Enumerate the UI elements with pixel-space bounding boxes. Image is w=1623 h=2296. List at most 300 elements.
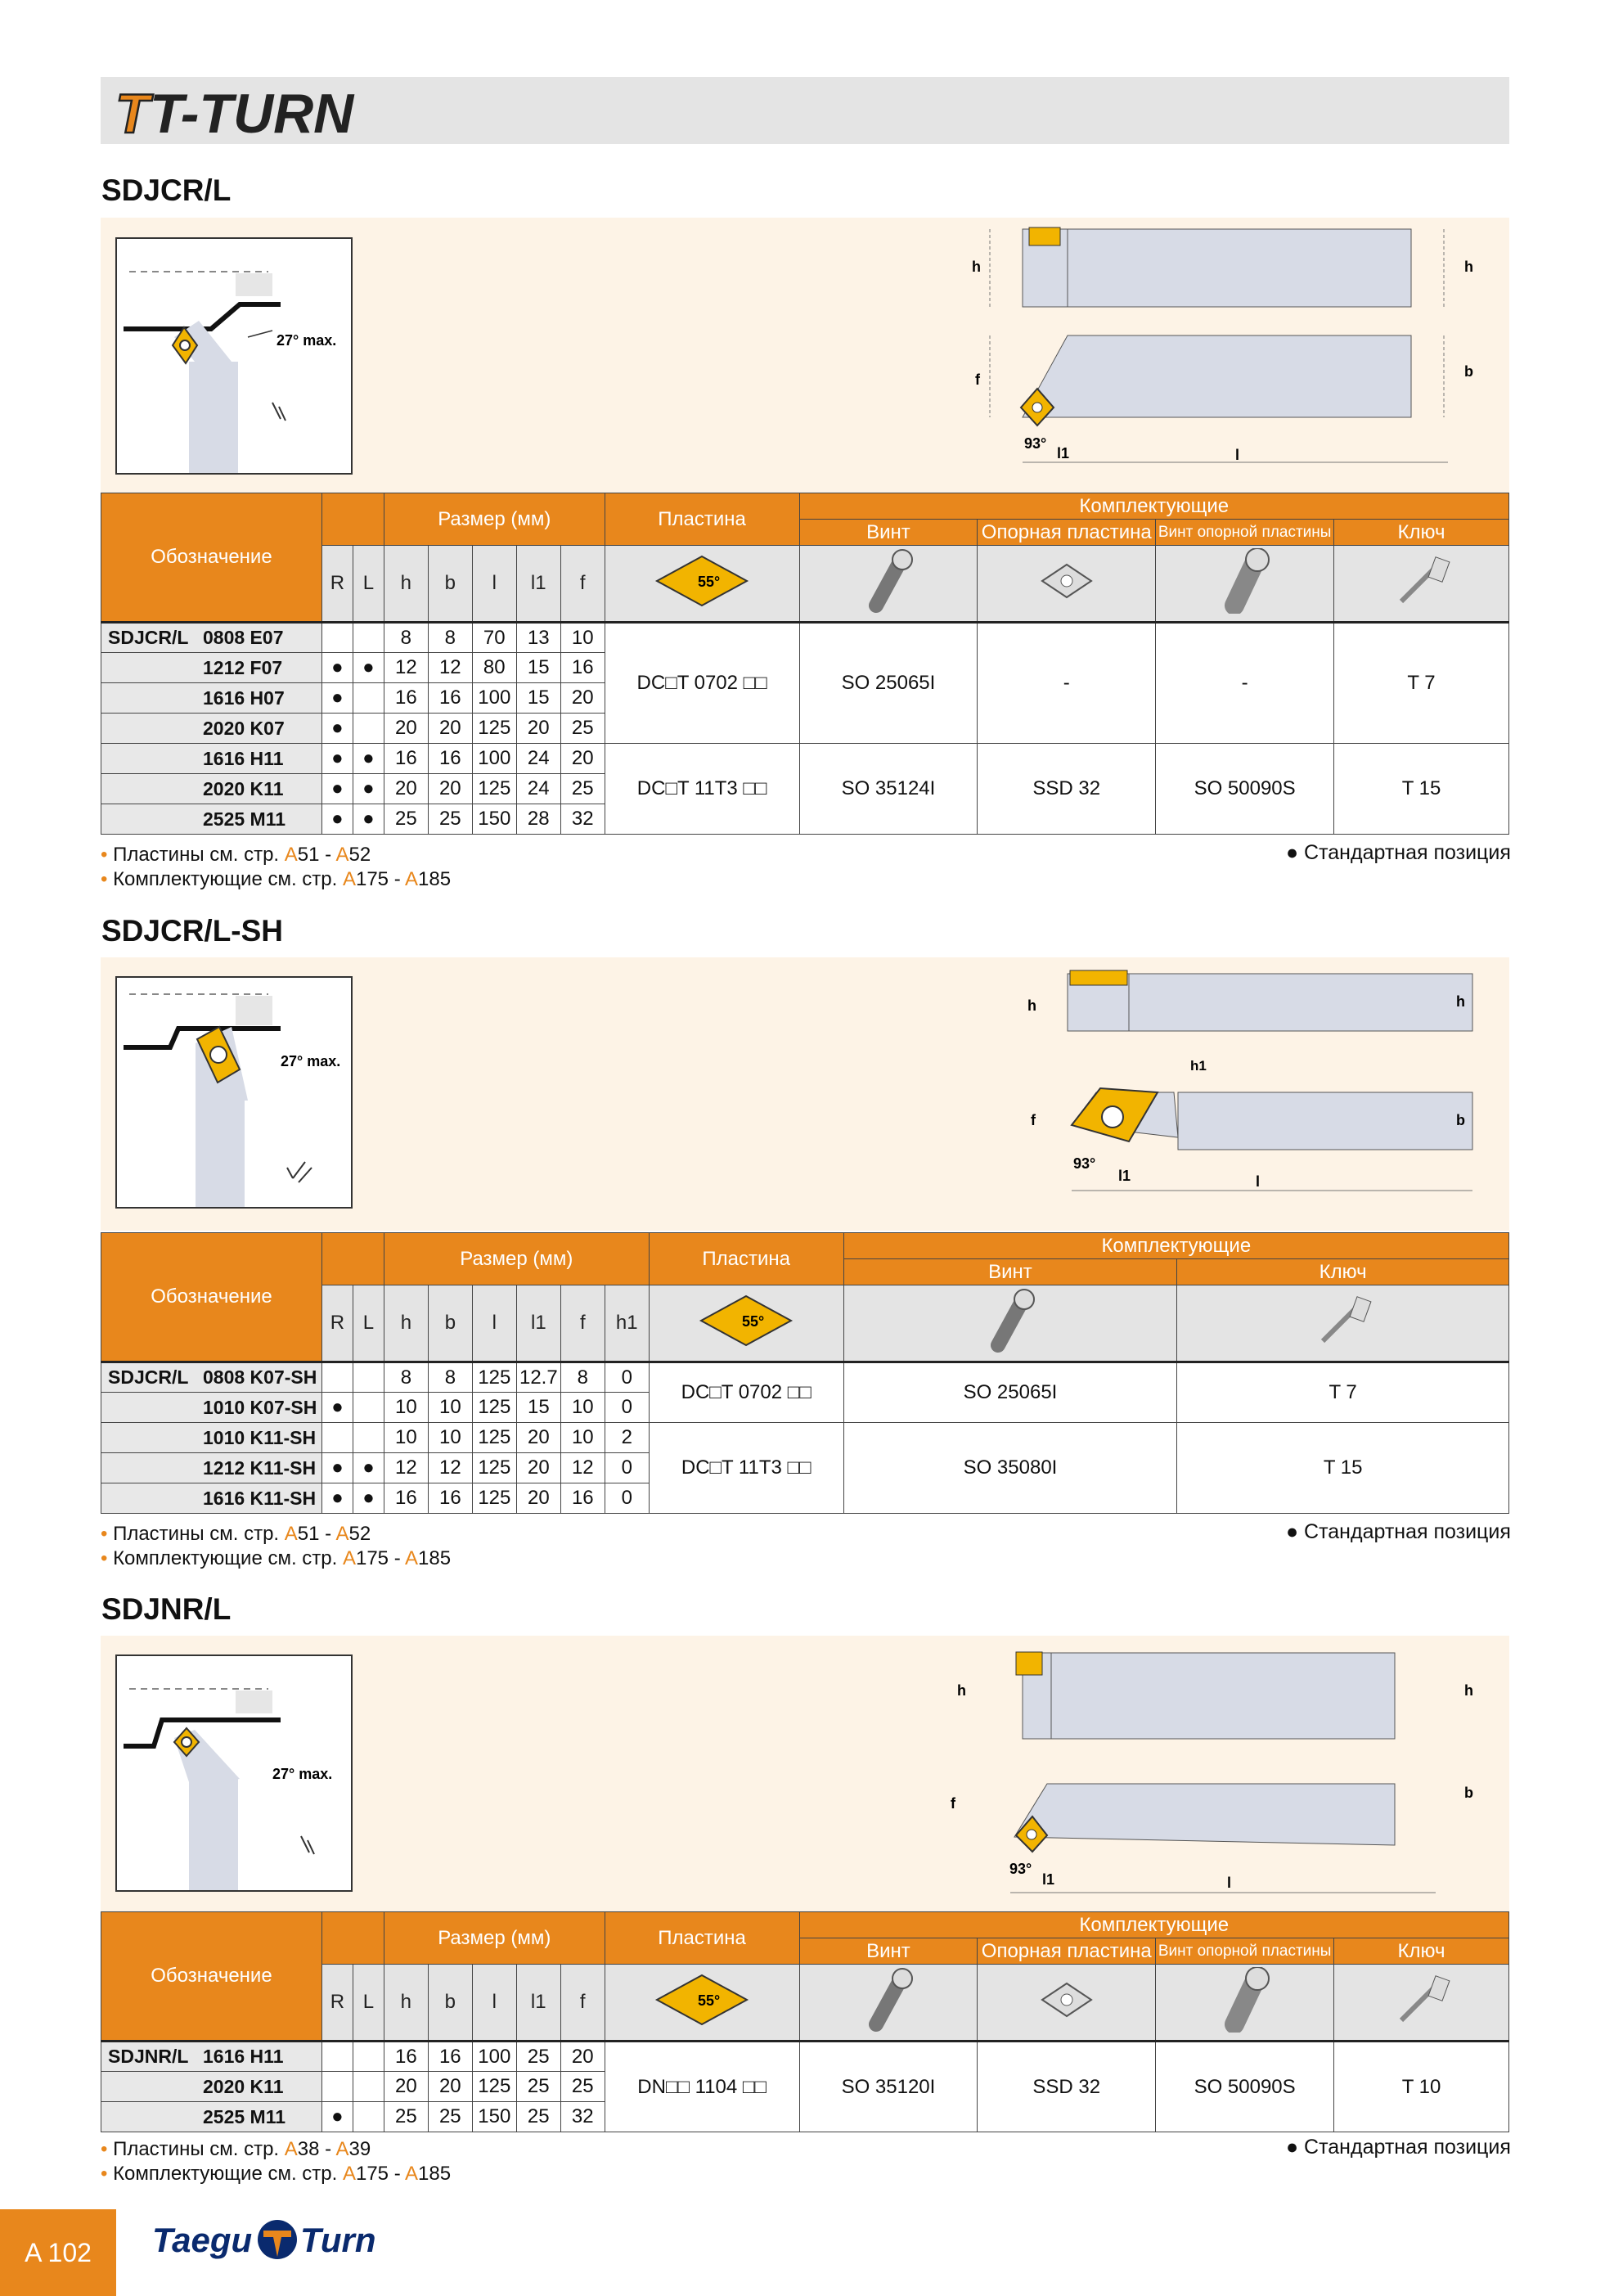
col-components: Комплектующие	[799, 1912, 1508, 1938]
cell-len: 125	[472, 714, 516, 744]
cell-b: 25	[428, 2102, 472, 2132]
cell-insert: DC□T 11T3 □□	[605, 744, 799, 835]
cell-r: ●	[321, 1483, 353, 1514]
page-range-end: 52	[348, 1523, 371, 1545]
cell-l	[353, 683, 384, 714]
col-size: Размер (мм)	[384, 1233, 649, 1285]
col-screw: Винт	[799, 520, 978, 546]
cell-b: 25	[428, 804, 472, 835]
dim-angle: 93°	[1024, 435, 1047, 452]
cell-f: 16	[560, 1483, 605, 1514]
cell-insert: DC□T 11T3 □□	[649, 1423, 843, 1514]
note-text: Пластины см. стр.	[113, 1523, 285, 1545]
cell-b: 10	[428, 1393, 472, 1423]
designation-code: 0808 E07	[203, 627, 284, 648]
cell-len: 70	[472, 623, 516, 653]
col-designation: Обозначение	[101, 493, 322, 623]
t-turn-logo	[110, 79, 356, 144]
col-components: Комплектующие	[843, 1233, 1508, 1259]
key-icon	[1334, 546, 1509, 623]
spec-table	[101, 493, 1509, 835]
col-screw: Винт	[843, 1259, 1177, 1285]
designation-code: 2525 M11	[203, 2105, 286, 2127]
cell-l1: 20	[516, 1423, 560, 1453]
table-row	[101, 2042, 1509, 2072]
shim-icon	[978, 546, 1156, 623]
spec-table	[101, 1232, 1509, 1514]
cell-f: 25	[560, 714, 605, 744]
note-line: • Комплектующие см. стр. A175 - A185	[101, 1547, 452, 1569]
cell-len: 125	[472, 774, 516, 804]
cell-l1: 28	[516, 804, 560, 835]
shim-screw-icon	[1156, 546, 1334, 623]
cell-r	[321, 1362, 353, 1393]
col-len: l	[472, 1285, 516, 1362]
brand-right: Turn	[300, 2221, 376, 2259]
designation-code: 1616 H07	[203, 687, 285, 709]
cell-b: 20	[428, 774, 472, 804]
cell-len: 80	[472, 653, 516, 683]
cell-f: 32	[560, 2102, 605, 2132]
col-r: R	[321, 1965, 353, 2042]
section-title: SDJCR/L	[101, 173, 232, 207]
cell-l: ●	[353, 804, 384, 835]
insert-icon	[605, 546, 799, 623]
standard-legend: ● Стандартная позиция	[1286, 2136, 1511, 2159]
cell-h: 8	[384, 1362, 428, 1393]
page-prefix: A	[405, 2163, 419, 2185]
dim-l: l	[1256, 1173, 1261, 1190]
dim-h-left: h	[972, 259, 981, 275]
cell-f: 10	[560, 623, 605, 653]
cell-h: 20	[384, 714, 428, 744]
cell-r	[321, 623, 353, 653]
col-f: f	[560, 1285, 605, 1362]
col-insert: Пластина	[649, 1233, 843, 1285]
col-h: h	[384, 1965, 428, 2042]
note-text: Комплектующие см. стр.	[113, 868, 343, 890]
cell-l: ●	[353, 774, 384, 804]
col-l1: l1	[516, 1285, 560, 1362]
cell-len: 150	[472, 804, 516, 835]
page-prefix: A	[284, 844, 298, 866]
cell-l1: 12.7	[516, 1362, 560, 1393]
cell-shim: SSD 32	[978, 2042, 1156, 2132]
col-designation: Обозначение	[101, 1233, 322, 1362]
notes	[101, 843, 451, 892]
page-range-end: 52	[348, 844, 371, 866]
cell-l: ●	[353, 1453, 384, 1483]
col-shim-screw: Винт опорной пластины	[1156, 520, 1334, 546]
cell-b: 16	[428, 2042, 472, 2072]
page-number: A 102	[0, 2209, 116, 2296]
cell-screw: SO 35080I	[843, 1423, 1177, 1514]
cell-b: 16	[428, 1483, 472, 1514]
dim-f: f	[951, 1795, 955, 1812]
col-b: b	[428, 1285, 472, 1362]
cell-f: 20	[560, 744, 605, 774]
key-icon	[1334, 1965, 1509, 2042]
col-shim-screw: Винт опорной пластины	[1156, 1938, 1334, 1965]
col-l: L	[353, 1285, 384, 1362]
page-prefix: A	[335, 1523, 349, 1545]
col-l: L	[353, 546, 384, 623]
table-row	[101, 1362, 1509, 1393]
dim-f: f	[1031, 1112, 1036, 1128]
angle-label: 27° max.	[276, 332, 337, 349]
cell-l	[353, 2072, 384, 2102]
dim-l1: l1	[1042, 1871, 1055, 1888]
cell-b: 12	[428, 1453, 472, 1483]
cell-r: ●	[321, 1393, 353, 1423]
cell-r: ●	[321, 653, 353, 683]
col-rl-header	[321, 1912, 384, 1965]
cell-shim: SSD 32	[978, 744, 1156, 835]
cell-h: 16	[384, 1483, 428, 1514]
cell-l	[353, 2102, 384, 2132]
cell-r	[321, 1423, 353, 1453]
cell-b: 8	[428, 1362, 472, 1393]
col-l: L	[353, 1965, 384, 2042]
designation-code: 2020 K07	[203, 717, 285, 739]
shim-icon	[978, 1965, 1156, 2042]
col-key: Ключ	[1334, 520, 1509, 546]
page-range-start: 51 -	[297, 844, 336, 866]
dim-h-left: h	[1027, 997, 1036, 1014]
cell-h: 20	[384, 774, 428, 804]
svg-text:T: T	[115, 83, 150, 144]
note-text: Пластины см. стр.	[113, 844, 285, 866]
col-screw: Винт	[799, 1938, 978, 1965]
cell-len: 100	[472, 2042, 516, 2072]
col-f: f	[560, 546, 605, 623]
col-insert: Пластина	[605, 493, 799, 546]
col-r: R	[321, 1285, 353, 1362]
cell-l1: 24	[516, 744, 560, 774]
page-range-end: 39	[348, 2138, 371, 2160]
cell-l: ●	[353, 744, 384, 774]
col-size: Размер (мм)	[384, 493, 605, 546]
notes	[101, 2137, 451, 2186]
cell-f: 32	[560, 804, 605, 835]
insert-angle: 55°	[742, 1312, 765, 1330]
dim-l: l	[1235, 447, 1240, 463]
dim-h-right: h	[1464, 1682, 1473, 1699]
table-body	[101, 623, 1509, 835]
screw-icon	[843, 1285, 1177, 1362]
cell-f: 12	[560, 1453, 605, 1483]
dim-l: l	[1227, 1875, 1232, 1891]
cell-b: 20	[428, 714, 472, 744]
cell-l1: 25	[516, 2042, 560, 2072]
angle-label: 27° max.	[281, 1053, 341, 1069]
cell-screw: SO 25065I	[843, 1362, 1177, 1423]
cell-f: 20	[560, 683, 605, 714]
insert-angle: 55°	[698, 1992, 721, 2009]
col-b: b	[428, 546, 472, 623]
inset-diagram	[115, 976, 353, 1209]
cell-r	[321, 2042, 353, 2072]
cell-h1: 2	[605, 1423, 649, 1453]
designation-code: 1616 H11	[203, 2046, 284, 2067]
cell-h: 10	[384, 1423, 428, 1453]
page-prefix: A	[335, 844, 349, 866]
page-range-start: 51 -	[297, 1523, 336, 1545]
note-text: Комплектующие см. стр.	[113, 1547, 343, 1569]
designation-code: 2525 M11	[203, 808, 286, 830]
table-row	[101, 623, 1509, 653]
cell-r: ●	[321, 774, 353, 804]
cell-l	[353, 1393, 384, 1423]
cell-len: 125	[472, 2072, 516, 2102]
dim-l1: l1	[1057, 445, 1070, 461]
dim-h1: h1	[1190, 1058, 1207, 1074]
cell-r: ●	[321, 683, 353, 714]
cell-l	[353, 1362, 384, 1393]
cell-l: ●	[353, 653, 384, 683]
insert-icon	[649, 1285, 843, 1362]
cell-r: ●	[321, 714, 353, 744]
insert-icon	[605, 1965, 799, 2042]
cell-f: 10	[560, 1393, 605, 1423]
brand-left: Taegu	[152, 2221, 253, 2259]
cell-h: 16	[384, 2042, 428, 2072]
cell-key: T 10	[1334, 2042, 1509, 2132]
cell-screw: SO 35124I	[799, 744, 978, 835]
cell-h: 16	[384, 744, 428, 774]
cell-shim-screw: SO 50090S	[1156, 2042, 1334, 2132]
page-range-end: 185	[418, 2163, 452, 2185]
cell-len: 100	[472, 683, 516, 714]
note-line: • Пластины см. стр. A38 - A39	[101, 2138, 371, 2160]
page-prefix: A	[284, 2138, 298, 2160]
dim-f: f	[975, 371, 980, 388]
cell-b: 10	[428, 1423, 472, 1453]
dim-b: b	[1464, 1785, 1473, 1801]
designation-code: 1212 F07	[203, 656, 283, 678]
col-l1: l1	[516, 546, 560, 623]
col-l1: l1	[516, 1965, 560, 2042]
cell-l	[353, 1423, 384, 1453]
cell-b: 16	[428, 744, 472, 774]
screw-icon	[799, 1965, 978, 2042]
screw-icon	[799, 546, 978, 623]
page-range-start: 175 -	[355, 868, 406, 890]
page-range-end: 185	[418, 1547, 452, 1569]
dim-h-right: h	[1464, 259, 1473, 275]
table-body	[101, 1362, 1509, 1514]
cell-h1: 0	[605, 1453, 649, 1483]
cell-l1: 24	[516, 774, 560, 804]
dim-l1: l1	[1118, 1168, 1131, 1184]
cell-f: 10	[560, 1423, 605, 1453]
col-h: h	[384, 546, 428, 623]
notes	[101, 1522, 451, 1571]
page-prefix: A	[342, 868, 356, 890]
inset-diagram	[115, 237, 353, 475]
cell-screw: SO 35120I	[799, 2042, 978, 2132]
cell-len: 125	[472, 1423, 516, 1453]
designation-code: 0808 K07-SH	[203, 1366, 317, 1388]
note-text: Пластины см. стр.	[113, 2138, 285, 2160]
logo-text: T-TURN	[150, 83, 354, 144]
cell-l1: 25	[516, 2102, 560, 2132]
page-prefix: A	[342, 2163, 356, 2185]
dim-angle: 93°	[1009, 1861, 1032, 1877]
cell-h1: 0	[605, 1483, 649, 1514]
cell-f: 25	[560, 2072, 605, 2102]
table-row	[101, 1423, 1509, 1453]
cell-l	[353, 2042, 384, 2072]
note-line: • Комплектующие см. стр. A175 - A185	[101, 868, 452, 890]
section-title: SDJCR/L-SH	[101, 914, 284, 948]
cell-insert: DN□□ 1104 □□	[605, 2042, 799, 2132]
shim-screw-icon	[1156, 1965, 1334, 2042]
page-range-start: 175 -	[355, 1547, 406, 1569]
designation-code: 1212 K11-SH	[203, 1456, 317, 1479]
table-row	[101, 744, 1509, 774]
cell-l1: 15	[516, 683, 560, 714]
cell-len: 100	[472, 744, 516, 774]
designation-code: 1010 K11-SH	[203, 1426, 317, 1448]
cell-shim-screw: SO 50090S	[1156, 744, 1334, 835]
cell-r: ●	[321, 804, 353, 835]
col-rl-header	[321, 493, 384, 546]
table-body	[101, 2042, 1509, 2132]
cell-len: 125	[472, 1483, 516, 1514]
dim-b: b	[1464, 363, 1473, 380]
col-f: f	[560, 1965, 605, 2042]
col-components: Комплектующие	[799, 493, 1508, 520]
designation-code: 1616 H11	[203, 747, 284, 769]
dim-h-left: h	[957, 1682, 966, 1699]
cell-r	[321, 2072, 353, 2102]
col-h: h	[384, 1285, 428, 1362]
note-line: • Пластины см. стр. A51 - A52	[101, 844, 371, 866]
cell-r: ●	[321, 744, 353, 774]
tool-drawing	[941, 1641, 1505, 1911]
page-prefix: A	[284, 1523, 298, 1545]
cell-f: 16	[560, 653, 605, 683]
standard-legend: ● Стандартная позиция	[1286, 841, 1511, 864]
tool-drawing	[965, 221, 1505, 483]
page-range-start: 175 -	[355, 2163, 406, 2185]
cell-shim: -	[978, 623, 1156, 744]
cell-r: ●	[321, 1453, 353, 1483]
cell-h: 16	[384, 683, 428, 714]
section-title: SDJNR/L	[101, 1592, 232, 1626]
cell-h: 12	[384, 1453, 428, 1483]
cell-f: 20	[560, 2042, 605, 2072]
cell-h1: 0	[605, 1393, 649, 1423]
cell-h: 25	[384, 804, 428, 835]
inset-diagram	[115, 1654, 353, 1892]
col-key: Ключ	[1177, 1259, 1509, 1285]
spec-table	[101, 1911, 1509, 2132]
designation-code: 1010 K07-SH	[203, 1396, 317, 1418]
dim-angle: 93°	[1073, 1155, 1096, 1172]
cell-len: 125	[472, 1362, 516, 1393]
cell-insert: DC□T 0702 □□	[649, 1362, 843, 1423]
page-prefix: A	[405, 1547, 419, 1569]
cell-key: T 15	[1334, 744, 1509, 835]
cell-b: 8	[428, 623, 472, 653]
page-prefix: A	[335, 2138, 349, 2160]
cell-len: 125	[472, 1393, 516, 1423]
col-shim: Опорная пластина	[978, 1938, 1156, 1965]
cell-b: 12	[428, 653, 472, 683]
cell-l1: 20	[516, 714, 560, 744]
note-line: • Комплектующие см. стр. A175 - A185	[101, 2163, 452, 2185]
page-range-end: 185	[418, 868, 452, 890]
cell-l	[353, 623, 384, 653]
cell-l1: 20	[516, 1453, 560, 1483]
dim-h-right: h	[1456, 993, 1465, 1010]
cell-shim-screw: -	[1156, 623, 1334, 744]
col-h1: h1	[605, 1285, 649, 1362]
brand-emblem-icon	[258, 2220, 297, 2259]
cell-h: 20	[384, 2072, 428, 2102]
col-r: R	[321, 546, 353, 623]
cell-h: 25	[384, 2102, 428, 2132]
designation-prefix: SDJCR/L	[108, 627, 189, 648]
col-designation: Обозначение	[101, 1912, 322, 2042]
cell-l1: 15	[516, 653, 560, 683]
cell-len: 125	[472, 1453, 516, 1483]
col-b: b	[428, 1965, 472, 2042]
cell-h: 10	[384, 1393, 428, 1423]
insert-angle: 55°	[698, 573, 721, 590]
note-line: • Пластины см. стр. A51 - A52	[101, 1523, 371, 1545]
cell-b: 16	[428, 683, 472, 714]
col-insert: Пластина	[605, 1912, 799, 1965]
angle-label: 27° max.	[272, 1766, 333, 1782]
col-size: Размер (мм)	[384, 1912, 605, 1965]
cell-l1: 25	[516, 2072, 560, 2102]
cell-b: 20	[428, 2072, 472, 2102]
cell-l: ●	[353, 1483, 384, 1514]
cell-h: 12	[384, 653, 428, 683]
page-prefix: A	[342, 1547, 356, 1569]
cell-f: 25	[560, 774, 605, 804]
col-rl-header	[321, 1233, 384, 1285]
cell-key: T 7	[1334, 623, 1509, 744]
designation-prefix: SDJCR/L	[108, 1366, 189, 1388]
cell-l1: 13	[516, 623, 560, 653]
tool-drawing	[1014, 966, 1505, 1211]
cell-l1: 20	[516, 1483, 560, 1514]
page-prefix: A	[405, 868, 419, 890]
cell-l	[353, 714, 384, 744]
designation-code: 1616 K11-SH	[203, 1487, 317, 1509]
cell-h1: 0	[605, 1362, 649, 1393]
col-key: Ключ	[1334, 1938, 1509, 1965]
dim-b: b	[1456, 1112, 1465, 1128]
taegu-turn-logo	[151, 2214, 396, 2267]
cell-l1: 15	[516, 1393, 560, 1423]
designation-code: 2020 K11	[203, 2075, 284, 2097]
cell-h: 8	[384, 623, 428, 653]
page-range-start: 38 -	[297, 2138, 336, 2160]
designation-code: 2020 K11	[203, 777, 284, 799]
designation-prefix: SDJNR/L	[108, 2046, 189, 2067]
key-icon	[1177, 1285, 1509, 1362]
standard-legend: ● Стандартная позиция	[1286, 1520, 1511, 1543]
cell-r: ●	[321, 2102, 353, 2132]
col-shim: Опорная пластина	[978, 520, 1156, 546]
cell-f: 8	[560, 1362, 605, 1393]
cell-insert: DC□T 0702 □□	[605, 623, 799, 744]
